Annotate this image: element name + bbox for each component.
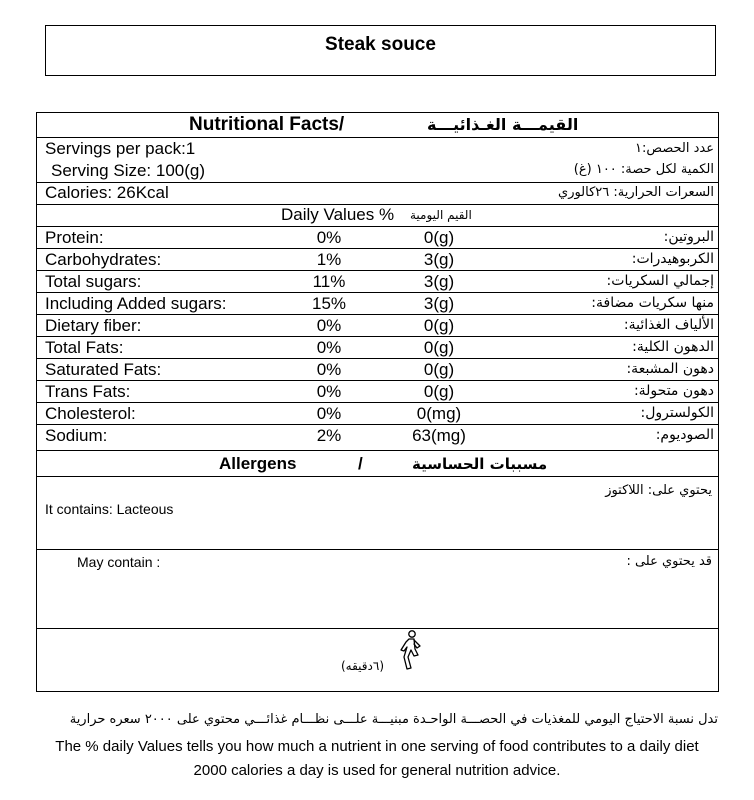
nutrient-percent: 0%	[316, 228, 342, 247]
may-contain-en: May contain :	[77, 554, 161, 570]
nutrient-row	[37, 271, 718, 293]
serving-size-en: Serving Size: 100(g)	[51, 161, 206, 180]
nutrient-name: Total Fats:	[45, 338, 124, 357]
nutrient-name: Including Added sugars:	[45, 294, 227, 313]
nutrient-name-ar: منها سكريات مضافة:	[591, 295, 714, 311]
nutrient-name: Sodium:	[45, 426, 108, 445]
nutrient-name-ar: إجمالي السكريات:	[606, 273, 714, 289]
nutrient-row	[37, 227, 718, 249]
nutrient-name-ar: دهون متحولة:	[633, 383, 714, 399]
calories-ar: السعرات الحرارية: ٢٦كالوري	[558, 185, 714, 200]
nutrient-name-ar: الكربوهيدرات:	[631, 251, 714, 267]
nutrient-name-ar: الدهون الكلية:	[632, 339, 714, 355]
nutrient-percent: 11%	[312, 272, 346, 291]
nutrient-percent: 0%	[316, 338, 342, 357]
nutrient-name: Protein:	[45, 228, 104, 247]
nutrient-amount: 0(mg)	[416, 404, 462, 423]
nutrition-facts-panel	[36, 112, 719, 692]
nutrient-name-ar: الكولسترول:	[640, 405, 714, 421]
servings-block	[37, 138, 718, 183]
nutrient-percent: 2%	[316, 426, 342, 445]
may-contain-section	[37, 550, 718, 629]
nutrient-row	[37, 293, 718, 315]
nutrient-name: Trans Fats:	[45, 382, 131, 401]
allergens-slash: /	[358, 454, 363, 473]
activity-duration-ar: (٦دقيقه)	[341, 659, 385, 673]
calories-row	[37, 183, 718, 205]
nutrient-amount: 0(g)	[423, 338, 455, 357]
footer-note-en-line2: 2000 calories a day is used for general nutrition advice.	[193, 762, 561, 779]
nutrient-name: Saturated Fats:	[45, 360, 162, 379]
nutrition-header-ar: القيمـــة الغـذائيـــة	[427, 115, 579, 134]
nutrient-row	[37, 359, 718, 381]
nutrient-row	[37, 315, 718, 337]
contains-ar: يحتوي على: اللاكتوز	[605, 483, 712, 498]
nutrient-name-ar: دهون المشبعة:	[626, 361, 714, 377]
daily-values-ar: القيم اليومية	[410, 208, 472, 222]
nutrient-amount: 3(g)	[423, 294, 455, 313]
nutrient-amount: 63(mg)	[412, 426, 466, 445]
walking-person-icon	[395, 629, 425, 671]
nutrient-name-ar: الألياف الغذائية:	[623, 317, 714, 333]
daily-values-en: Daily Values %	[281, 205, 395, 224]
nutrient-percent: 0%	[316, 382, 342, 401]
nutrient-name: Dietary fiber:	[45, 316, 142, 335]
nutrient-row	[37, 425, 718, 451]
nutrient-name-ar: الصوديوم:	[655, 427, 714, 443]
nutrient-percent: 0%	[316, 404, 342, 423]
servings-per-pack-ar: عدد الحصص:١	[634, 141, 714, 156]
nutrient-amount: 0(g)	[423, 228, 455, 247]
nutrient-percent: 0%	[316, 316, 342, 335]
nutrient-row	[37, 249, 718, 271]
nutrient-percent: 1%	[316, 250, 342, 269]
contains-section	[37, 477, 718, 550]
nutrition-header-row	[37, 113, 718, 138]
nutrient-amount: 3(g)	[423, 272, 455, 291]
nutrient-name-ar: البروتين:	[663, 229, 714, 245]
servings-per-pack-en: Servings per pack:1	[45, 139, 196, 158]
nutrient-amount: 0(g)	[423, 382, 455, 401]
nutrient-amount: 0(g)	[423, 316, 455, 335]
nutrient-amount: 3(g)	[423, 250, 455, 269]
product-title-box	[45, 25, 716, 76]
nutrient-row	[37, 381, 718, 403]
nutrition-header-en: Nutritional Facts/	[189, 114, 345, 135]
calories-en: Calories: 26Kcal	[45, 183, 169, 202]
allergens-header-row	[37, 451, 718, 477]
nutrient-name: Carbohydrates:	[45, 250, 162, 269]
nutrient-percent: 15%	[311, 294, 347, 313]
nutrient-percent: 0%	[316, 360, 342, 379]
daily-values-row	[37, 205, 718, 227]
nutrient-name: Cholesterol:	[45, 404, 136, 423]
nutrient-row	[37, 403, 718, 425]
allergens-title-ar: مسببات الحساسية	[412, 455, 548, 473]
serving-size-ar: الكمية لكل حصة: ١٠٠ (غ)	[573, 162, 714, 177]
contains-en: It contains: Lacteous	[45, 501, 174, 517]
footer-note-en-line1: The % daily Values tells you how much a nutrient in one serving of food contributes to a daily diet	[55, 738, 699, 755]
activity-section	[37, 629, 718, 692]
product-title: Steak souce	[325, 34, 436, 55]
nutrient-amount: 0(g)	[423, 360, 455, 379]
nutrient-row	[37, 337, 718, 359]
footer-note-ar: تدل نسبة الاحتياج اليومي للمغذيات في الحصـــة الواحـدة مبنيـــة علـــى نظـــام غذائـــي محتوي على ٢٠٠٠ سعره حرارية	[69, 712, 718, 727]
nutrient-name: Total sugars:	[45, 272, 142, 291]
allergens-title-en: Allergens	[219, 454, 297, 473]
may-contain-ar: قد يحتوي على :	[626, 554, 712, 569]
